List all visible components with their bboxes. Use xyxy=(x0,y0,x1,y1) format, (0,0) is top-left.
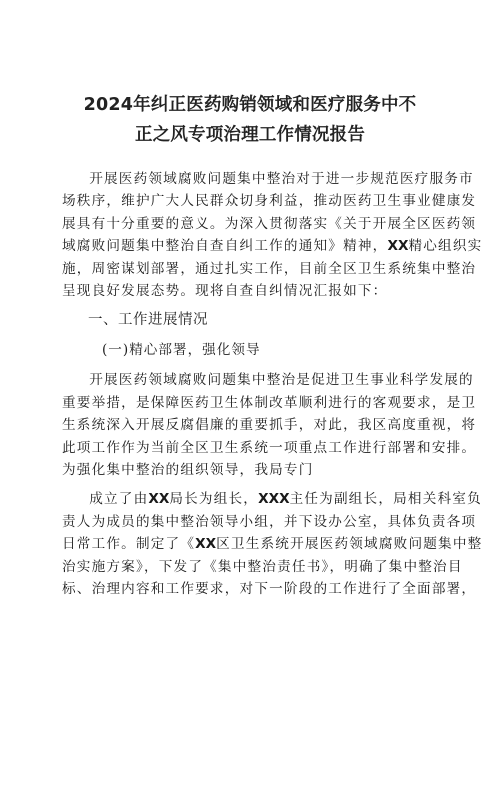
body-paragraph xyxy=(62,488,483,600)
text-line: 标、治理内容和工作要求，对下一阶段的工作进行了全面部署， xyxy=(62,581,477,598)
section-heading: 一、工作进展情况 xyxy=(88,312,208,329)
document-page xyxy=(0,90,500,797)
text-line: 治实施方案》，下发了《集中整治责任书》，明确了集中整治目 xyxy=(62,558,463,575)
text-line: 开展医药领域腐败问题集中整治是促进卫生事业科学发展的 xyxy=(89,372,474,389)
text-line: 责人为成员的集中整治领导小组，并下设办公室，具体负责各项 xyxy=(62,513,477,530)
subsection-heading: (一)精心部署，强化领导 xyxy=(102,342,261,359)
text-line: 生系统深入开展反腐倡廉的重要抓手，对此，我区高度重视，将 xyxy=(62,417,477,434)
document-body xyxy=(62,168,483,601)
intro-paragraph xyxy=(62,168,483,302)
text-line: 域腐败问题集中整治自查自纠工作的通知》精神，XX精心组织实 xyxy=(62,238,483,255)
document-title xyxy=(62,90,438,150)
text-line: 日常工作。制定了《XX区卫生系统开展医药领域腐败问题集中整 xyxy=(62,536,483,553)
text-line: 开展医药领域腐败问题集中整治对于进一步规范医疗服务市 xyxy=(89,171,474,187)
body-paragraph xyxy=(62,369,477,481)
text-line: 施，周密谋划部署，通过扎实工作，目前全区卫生系统集中整治 xyxy=(62,260,477,277)
title-line: 2024年纠正医药购销领域和医疗服务中不 xyxy=(83,95,417,115)
text-line: 重要举措，是保障医药卫生体制改革顺利进行的客观要求，是卫 xyxy=(62,394,477,411)
text-line: 呈现良好发展态势。现将自查自纠情况汇报如下： xyxy=(62,283,388,300)
text-line: 此项工作作为当前全区卫生系统一项重点工作进行部署和安排。 xyxy=(62,439,477,456)
text-line: 展具有十分重要的意义。为深入贯彻落实《关于开展全区医药领 xyxy=(62,215,477,232)
title-line: 正之风专项治理工作情况报告 xyxy=(134,125,366,145)
text-line: 成立了由XX局长为组长，XXX主任为副组长，局相关科室负 xyxy=(89,491,482,508)
text-line: 场秩序，维护广大人民群众切身利益，推动医药卫生事业健康发 xyxy=(62,193,477,210)
text-line: 为强化集中整治的组织领导，我局专门 xyxy=(62,462,314,479)
